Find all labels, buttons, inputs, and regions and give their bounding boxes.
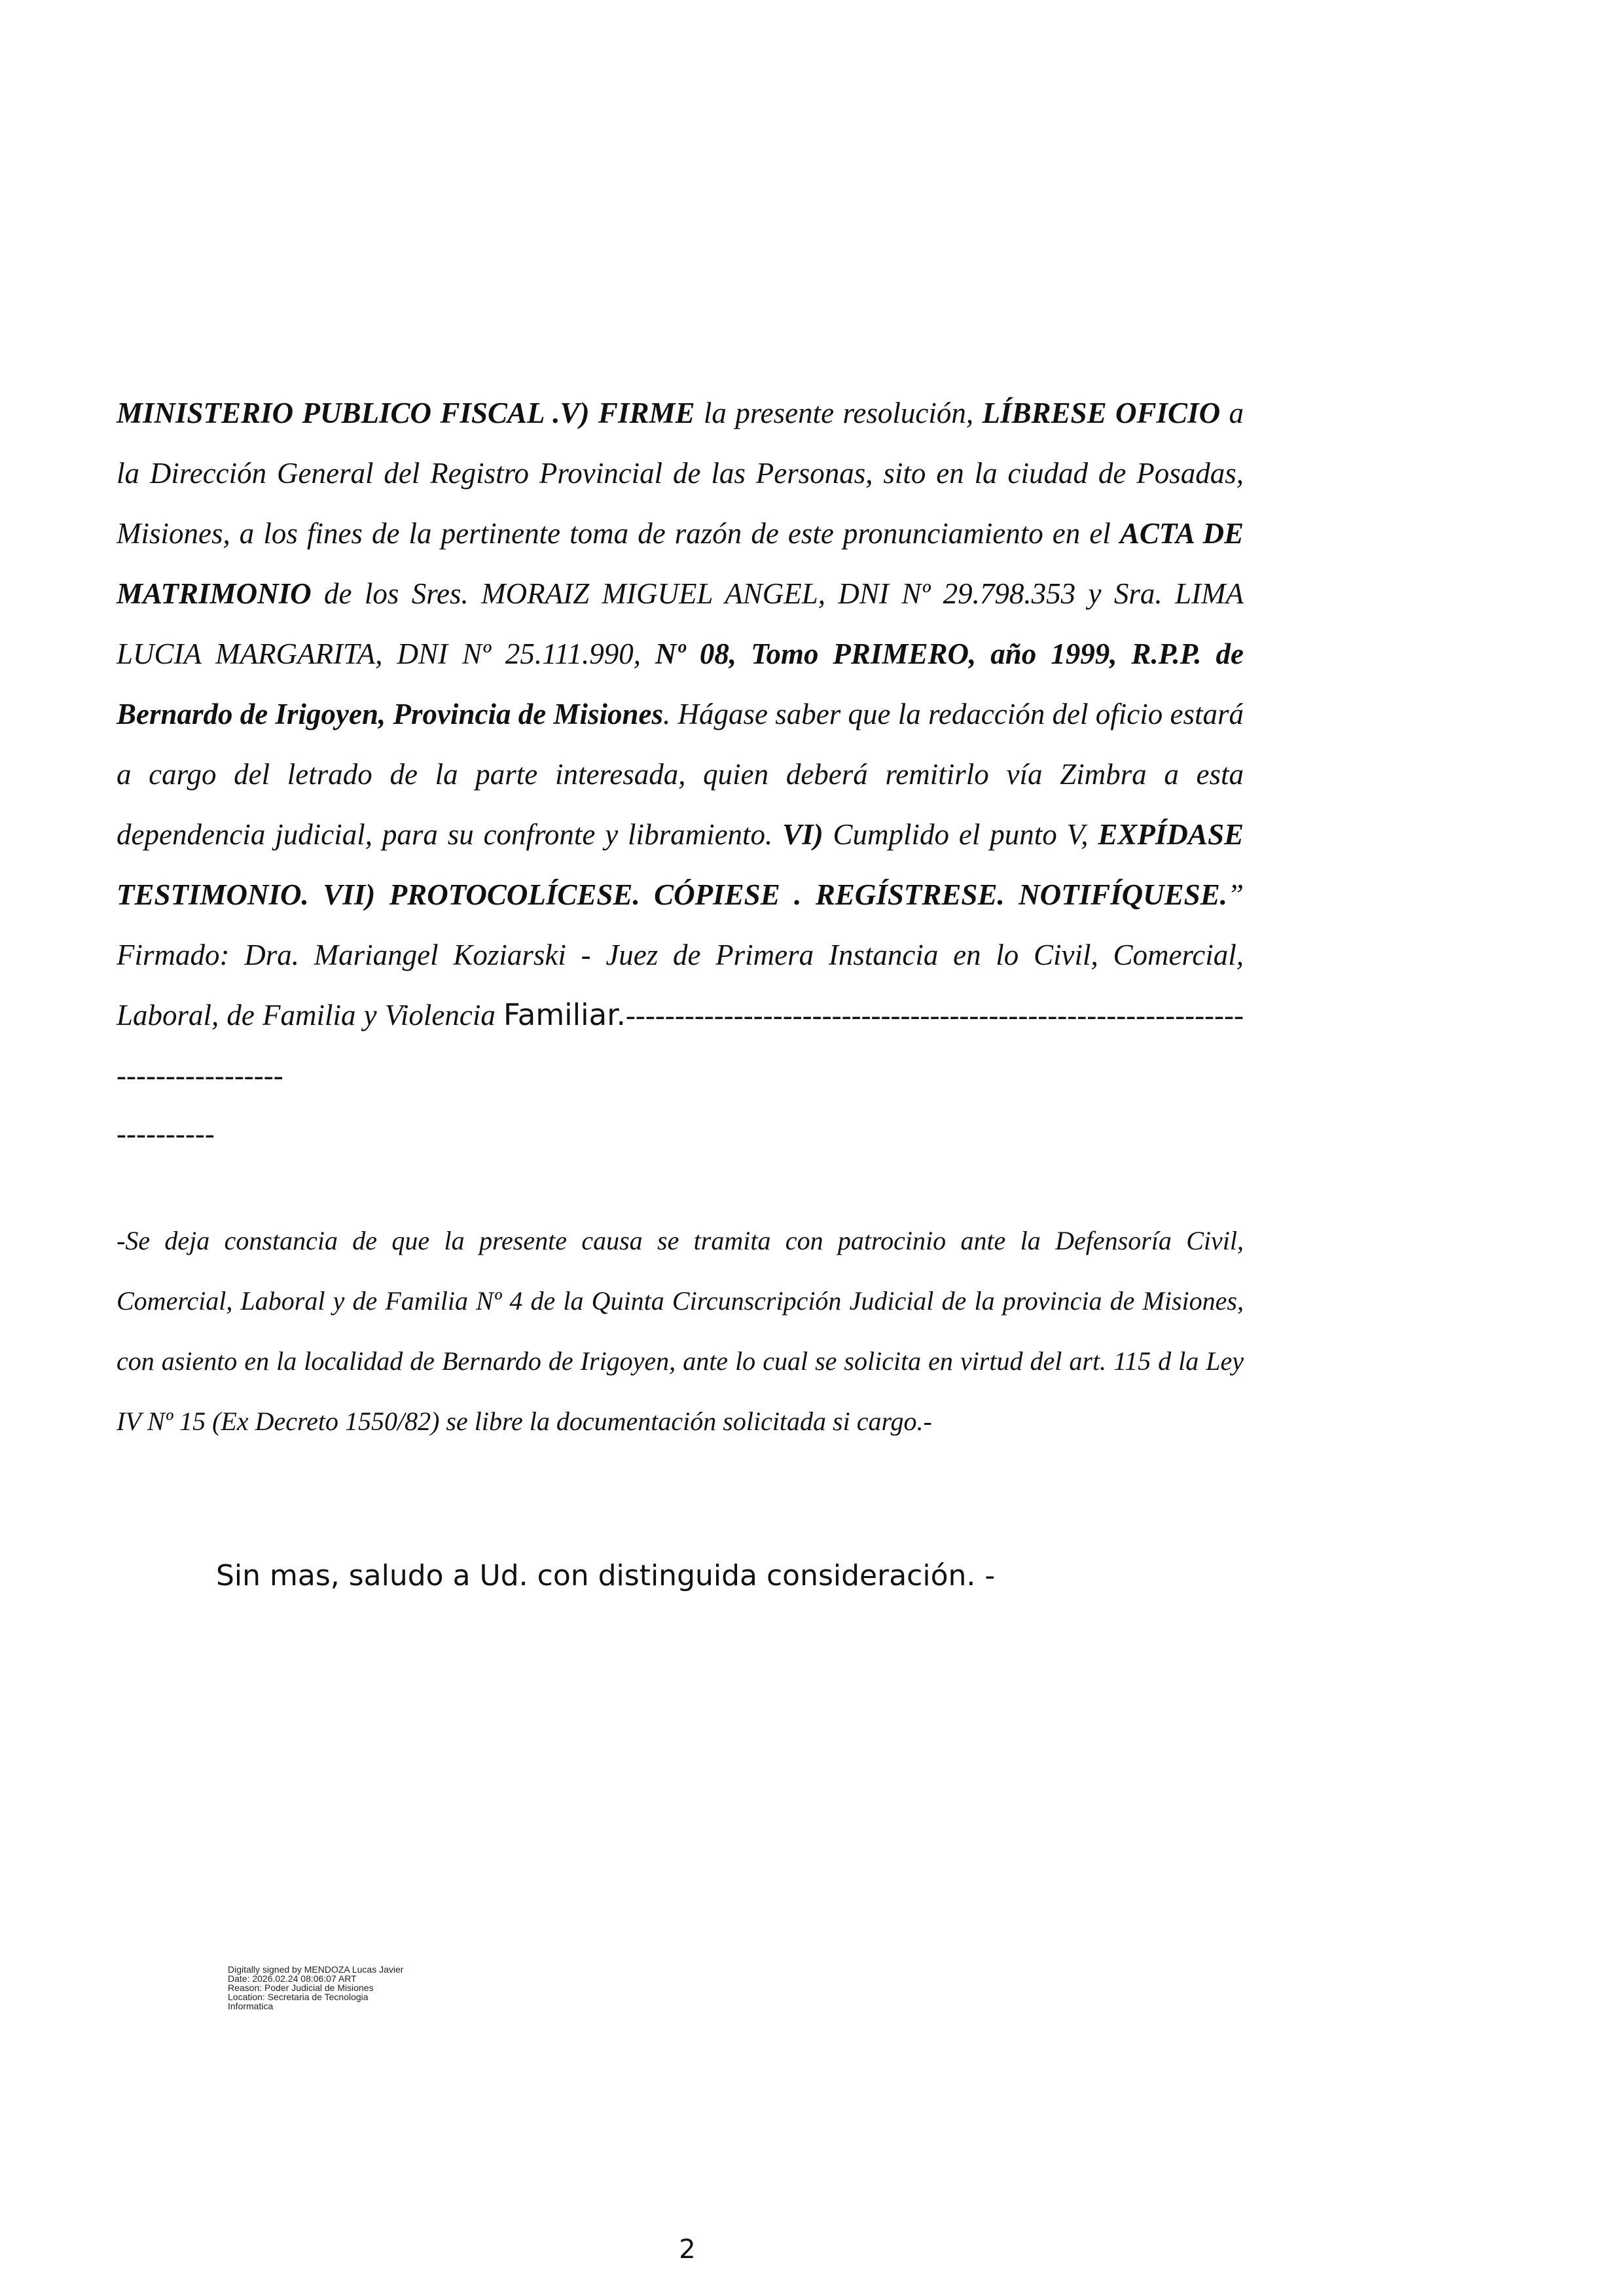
- text-segment: a la Dirección General del Registro Provincial de las Personas, sito en la ciudad de Posadas, Misiones, a los fines de la pertinente toma de razón de este pronunciamiento en el: [117, 397, 1244, 550]
- closing-salutation: Sin mas, saludo a Ud. con distinguida consideración. -: [216, 1559, 996, 1592]
- resolution-paragraph: [117, 383, 1244, 1105]
- text-segment: ” Firmado: Dra. Mariangel Koziarski - Juez de Primera Instancia en lo Civil, Comercial, Laboral, de Familia y Violencia: [117, 878, 1244, 1031]
- bold-segment: VI): [782, 818, 823, 851]
- text-segment: . Hágase saber que la redacción del oficio estará a cargo del letrado de la parte interesada, quien deberá remitirlo vía Zimbra a esta dependencia judicial, para su confronte y libramiento.: [117, 698, 1244, 851]
- text-segment: Cumplido el punto V,: [823, 818, 1098, 851]
- digital-signature-stamp: [228, 1965, 403, 2011]
- bold-segment: LÍBRESE OFICIO: [982, 397, 1221, 429]
- signature-line: Digitally signed by MENDOZA Lucas Javier: [228, 1964, 404, 1975]
- bold-segment: EXPÍDASE TESTIMONIO. VII) PROTOCOLÍCESE. CÓPIESE . REGÍSTRESE. NOTIFÍQUESE.: [117, 818, 1244, 911]
- page-number: 2: [679, 2234, 696, 2265]
- bold-segment: MINISTERIO PUBLICO FISCAL .V) FIRME: [117, 397, 695, 429]
- dash-line-continuation: ----------: [117, 1117, 215, 1150]
- bold-segment: ACTA DE MATRIMONIO: [117, 517, 1244, 610]
- signature-line: Location: Secretaria de Tecnologia: [228, 1992, 369, 2002]
- text-segment: la presente resolución,: [695, 397, 983, 429]
- bold-segment: Nº 08, Tomo PRIMERO, año 1999, R.P.P. de Bernardo de Irigoyen, Provincia de Misiones: [117, 637, 1244, 730]
- text-segment: de los Sres. MORAIZ MIGUEL ANGEL, DNI Nº 29.798.353 y Sra. LIMA LUCIA MARGARITA, DNI Nº 25.111.990,: [117, 577, 1244, 670]
- signature-line: Date: 2026.02.24 08:06:07 ART: [228, 1973, 357, 1984]
- dash-line: --------------------------------------------------------------------------------: [117, 999, 1244, 1092]
- text-segment: Familiar.: [503, 997, 626, 1032]
- signature-line: Informatica: [228, 2001, 274, 2011]
- patronage-note-paragraph: -Se deja constancia de que la presente causa se tramita con patrocinio ante la Defensoría Civil, Comercial, Laboral y de Familia Nº 4 de la Quinta Circunscripción Judicial de la provincia de Misiones, con asiento en la localidad de Bernardo de Irigoyen, ante lo cual se solicita en virtud del art. 115 d la Ley IV Nº 15 (Ex Decreto 1550/82) se libre la documentación solicitada si cargo.-: [117, 1226, 1244, 1436]
- signature-line: Reason: Poder Judicial de Misiones: [228, 1982, 374, 1993]
